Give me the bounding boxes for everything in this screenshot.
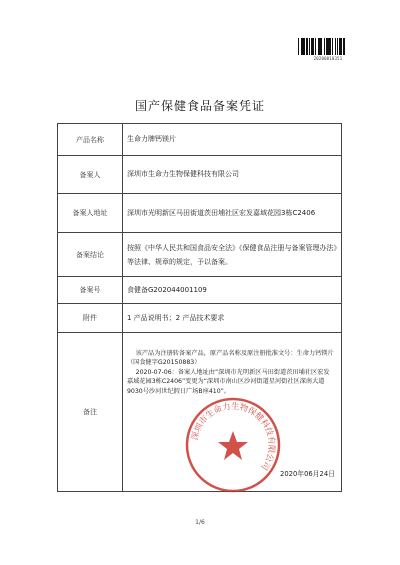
table-row [58,124,342,156]
table-row [58,277,342,304]
table-row [58,304,342,333]
barcode-number: 20200810351 [313,56,343,61]
row-label-filing-number: 备案号 [58,277,123,304]
row-value-conclusion: 按照《中华人民共和国食品安全法》《保健食品注册与备案管理办法》等法律、规章的规定，予以备案。 [123,233,342,277]
row-label-remarks: 备注 [58,333,123,492]
table-row [58,333,342,492]
seal-star-icon [218,431,248,460]
remarks-date: 2020年06月24日 [280,469,335,478]
barcode [298,38,358,55]
row-value-attachments: 1 产品说明书；2 产品技术要求 [123,304,342,333]
row-value-filer: 深圳市生命力生物保健科技有限公司 [123,156,342,194]
remarks-paragraph: 2020-07-06：备案人地址由“深圳市光明新区马田街道茨田埔社区宏发嘉域花园3栋C2406”变更为“深圳市南山区沙河街道星河街社区深南大道9030号沙河世纪假日广场B座410”。 [127,368,330,395]
row-value-remarks [123,333,342,492]
remarks-text [127,349,335,396]
seal-text: 深圳市生命力生物保健科技有限公司 [189,400,278,473]
document-title: 国产保健食品备案凭证 [134,99,265,113]
row-value-filing-number: 食健备G202044001109 [123,277,342,304]
barcode-bar [345,38,346,55]
remarks-paragraph: 该产品为注册转备案产品，原产品名称及原注册批准文号：生命力钙镁片（国食健字G20150883） [127,350,334,367]
row-label-filer: 备案人 [58,156,123,194]
row-label-attachments: 附件 [58,304,123,333]
table-row [58,156,342,194]
row-label-product-name: 产品名称 [58,124,123,156]
row-label-conclusion: 备案结论 [58,233,123,277]
company-seal-stamp [183,395,283,495]
row-label-filer-address: 备案人地址 [58,194,123,233]
table-row [58,194,342,233]
row-value-product-name: 生命力牌钙镁片 [123,124,342,156]
table-row [58,233,342,277]
row-value-filer-address: 深圳市光明新区马田街道茨田埔社区宏发嘉域花园3栋C2406 [123,194,342,233]
filing-table [57,123,342,492]
page-number: 1/6 [195,519,205,526]
